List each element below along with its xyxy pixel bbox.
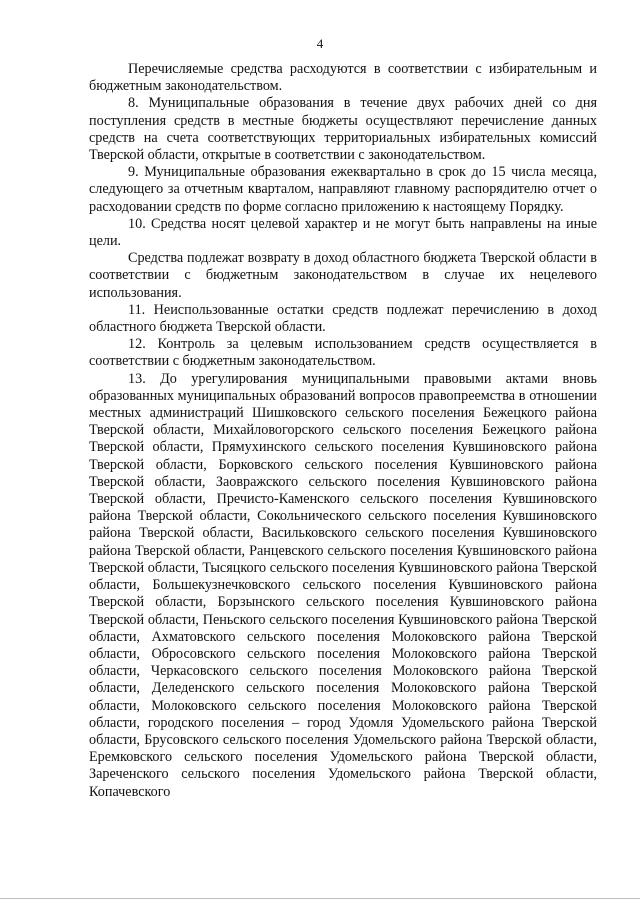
paragraph-item-9: 9. Муниципальные образования ежеквартально в срок до 15 числа месяца, следующего за отчетным кварталом, направляют главному распорядителю отчет о расходовании средств по форме согласно приложению к настоящему Порядку. [89, 164, 597, 215]
paragraph-item-12: 12. Контроль за целевым использованием средств осуществляется в соответствии с бюджетным законодательством. [89, 336, 597, 370]
paragraph-item-13: 13. До урегулирования муниципальными правовыми актами вновь образованных муниципальных образований вопросов правопреемства в отношении местных администраций Шишковского сельского поселения Бежецкого района Тверской области, Михайловогорского сельского поселения Бежецкого района Тверской области, Прямухинского сельского поселения Кувшиновского района Тверской области, Борковского сельского поселения Кувшиновского района Тверской области, Заовражского сельского поселения Кувшиновского района Тверской области, Пречисто-Каменского сельского поселения Кувшиновского района Тверской области, Сокольнического сельского поселения Кувшиновского района Тверской области, Васильковского сельского поселения Кувшиновского района Тверской области, Ранцевского сельского поселения Кувшиновского района Тверской области, Тысяцкого сельского поселения Кувшиновского района Тверской области, Большекузнечковского сельского поселения Кувшиновского района Тверской области, Борзынского сельского поселения Кувшиновского района Тверской области, Пеньского сельского поселения Кувшиновского района Тверской области, Ахматовского сельского поселения Молоковского района Тверской области, Обросовского сельского поселения Молоковского района Тверской области, Черкасовского сельского поселения Молоковского района Тверской области, Деледенского сельского поселения Молоковского района Тверской области, Молоковского сельского поселения Молоковского района Тверской области, городского поселения – город Удомля Удомельского района Тверской области, Брусовского сельского поселения Удомельского района Тверской области, Еремковского сельского поселения Удомельского района Тверской области, Зареченского сельского поселения Удомельского района Тверской области, Копачевского [89, 370, 597, 800]
paragraph-funds-return: Средства подлежат возврату в доход областного бюджета Тверской области в соответствии с бюджетным законодательством в случае их нецелевого использования. [89, 250, 597, 301]
paragraph-item-11: 11. Неиспользованные остатки средств подлежат перечислению в доход областного бюджета Тверской области. [89, 301, 597, 336]
scan-edge-line [0, 898, 640, 899]
paragraph-item-8: 8. Муниципальные образования в течение двух рабочих дней со дня поступления средств в местные бюджеты осуществляют перечисление данных средств на счета соответствующих территориальных избирательных комиссий Тверской области, открытые в соответствии с законодательством. [89, 95, 597, 164]
paragraph-item-10: 10. Средства носят целевой характер и не могут быть направлены на иные цели. [89, 215, 597, 250]
document-body [89, 61, 597, 801]
paragraph-funds-spending: Перечисляемые средства расходуются в соответствии с избирательным и бюджетным законодательством. [89, 61, 597, 95]
page-number: 4 [316, 36, 324, 51]
